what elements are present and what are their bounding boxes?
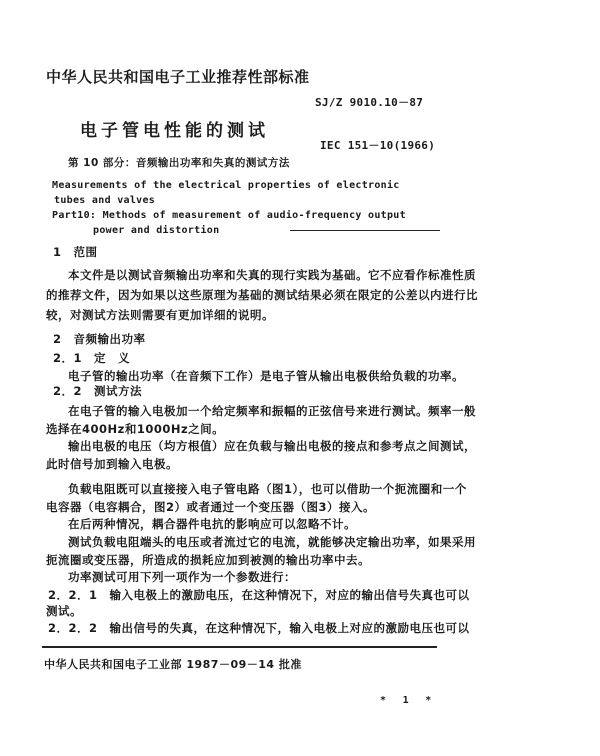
paragraph-line: 扼流圈或变压器，所造成的损耗应加到被测的输出功率中去。 <box>46 553 370 567</box>
standard-code: SJ/Z 9010.10－87 <box>315 96 424 109</box>
paragraph-line: 在电子管的输入电极加一个给定频率和振幅的正弦信号来进行测试。频率一般 <box>68 404 476 418</box>
iec-reference: IEC 151－10(1966) <box>320 139 436 152</box>
issuing-org: 中华人民共和国电子工业推荐性部标准 <box>46 68 310 86</box>
paragraph-line: 输出电极的电压（均方根值）应在负载与输出电极的接点和参考点之间测试， <box>68 439 476 453</box>
english-title-line: tubes and valves <box>54 195 156 206</box>
divider <box>290 230 440 231</box>
page-number: * 1 * <box>380 695 432 706</box>
subsection-heading: 2．1 定 义 <box>53 351 131 365</box>
paragraph-line: 负载电阻既可以直接接入电子管电路（图1），也可以借助一个扼流圈和一个 <box>68 482 467 496</box>
paragraph-line: 测试。 <box>46 604 82 618</box>
paragraph-line: 本文件是以测试音频输出功率和失真的现行实践为基础。它不应看作标准性质 <box>68 268 476 282</box>
document-title: 电子管电性能的测试 <box>80 121 269 141</box>
paragraph-line: 测试负载电阻端头的电压或者流过它的电流，就能够决定输出功率，如果采用 <box>68 535 476 549</box>
paragraph-line: 选择在400Hz和1000Hz之间。 <box>46 422 225 436</box>
clause-line: 2．2．1 输入电极上的激励电压，在这种情况下，对应的输出信号失真也可以 <box>48 588 470 602</box>
document-subtitle: 第 10 部分：音频输出功率和失真的测试方法 <box>68 157 290 169</box>
footer-divider <box>42 646 437 648</box>
english-title-line: Measurements of the electrical properties of electronic <box>52 180 400 191</box>
paragraph-line: 电容器（电容耦合，图2）或者通过一个变压器（图3）接入。 <box>46 500 376 514</box>
section-heading: 2 音频输出功率 <box>53 332 146 346</box>
section-heading: 1 范围 <box>53 245 98 259</box>
english-title-line: Part10: Methods of measurement of audio-frequency output <box>52 210 406 221</box>
paragraph-line: 功率测试可用下列一项作为一个参数进行： <box>68 570 296 584</box>
paragraph-line: 的推荐文件，因为如果以这些原理为基础的测试结果必须在限定的公差以内进行比 <box>46 288 478 302</box>
english-title-line: power and distortion <box>93 225 220 236</box>
approval-line: 中华人民共和国电子工业部 1987－09－14 批准 <box>44 658 302 671</box>
paragraph-line: 在后两种情况，耦合器件电抗的影响应可以忽略不计。 <box>68 517 356 531</box>
subsection-heading: 2．2 测试方法 <box>53 384 143 398</box>
paragraph-line: 此时信号加到输入电极。 <box>46 457 178 471</box>
clause-line: 2．2．2 输出信号的失真，在这种情况下，输入电极上对应的激励电压也可以 <box>48 621 470 635</box>
paragraph-line: 较，对测试方法则需要有更加详细的说明。 <box>46 308 274 322</box>
paragraph-line: 电子管的输出功率（在音频下工作）是电子管从输出电极供给负载的功率。 <box>68 369 464 383</box>
